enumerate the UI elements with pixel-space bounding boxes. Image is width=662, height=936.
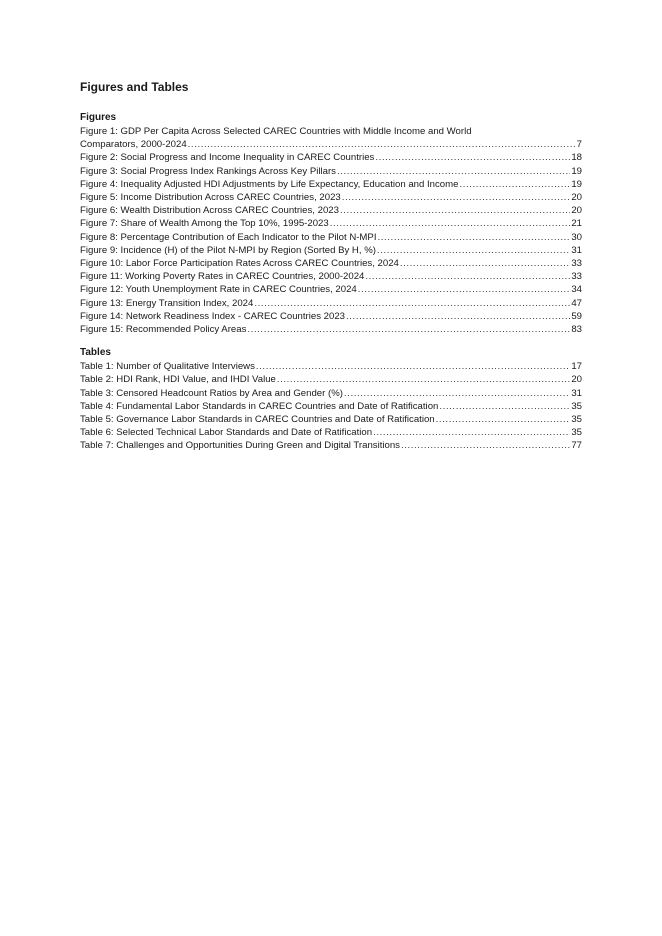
figure-entry[interactable] <box>80 323 582 336</box>
table-entry[interactable] <box>80 413 582 426</box>
figures-list <box>80 151 582 336</box>
toc-entry-page: 59 <box>571 310 582 322</box>
dot-leader <box>378 231 571 244</box>
toc-entry-title-line1: Figure 1: GDP Per Capita Across Selected CAREC Countries with Middle Income and World <box>80 126 472 137</box>
figure-entry[interactable] <box>80 257 582 270</box>
table-entry[interactable] <box>80 387 582 400</box>
toc-entry-page: 33 <box>571 258 582 270</box>
toc-entry-title-line2: Comparators, 2000-2024 <box>80 139 187 151</box>
toc-entry-title: Table 2: HDI Rank, HDI Value, and IHDI Value <box>80 374 276 386</box>
dot-leader <box>358 283 571 296</box>
toc-entry-title: Table 7: Challenges and Opportunities During Green and Digital Transitions <box>80 440 400 452</box>
dot-leader <box>436 413 571 426</box>
toc-entry-title: Figure 2: Social Progress and Income Inequality in CAREC Countries <box>80 152 375 164</box>
list-of-figures-and-tables <box>80 80 582 453</box>
toc-entry-title: Table 6: Selected Technical Labor Standards and Date of Ratification <box>80 427 373 439</box>
figures-heading: Figures <box>80 112 117 123</box>
page-title: Figures and Tables <box>80 80 189 94</box>
toc-entry-title: Figure 9: Incidence (H) of the Pilot N-MPI by Region (Sorted By H, %) <box>80 244 376 256</box>
figure-entry[interactable] <box>80 270 582 283</box>
table-entry[interactable] <box>80 426 582 439</box>
dot-leader <box>459 178 570 191</box>
figure-entry[interactable] <box>80 178 582 191</box>
dot-leader <box>330 217 571 230</box>
figure-entry[interactable] <box>80 297 582 310</box>
toc-entry-page: 19 <box>571 178 582 190</box>
dot-leader <box>247 323 570 336</box>
figure-entry[interactable] <box>80 244 582 257</box>
toc-entry-page: 33 <box>571 271 582 283</box>
figure-entry[interactable] <box>80 151 582 164</box>
toc-entry-page: 31 <box>571 387 582 399</box>
figure-entry[interactable] <box>80 283 582 296</box>
toc-entry-page: 17 <box>571 361 582 373</box>
toc-entry-page: 35 <box>571 427 582 439</box>
toc-entry-page: 77 <box>571 440 582 452</box>
toc-entry-page: 18 <box>571 152 582 164</box>
figure-entry[interactable] <box>80 204 582 217</box>
table-entry[interactable] <box>80 439 582 452</box>
dot-leader <box>365 270 570 283</box>
toc-entry-title: Table 1: Number of Qualitative Interviews <box>80 361 255 373</box>
toc-entry-page: 47 <box>571 297 582 309</box>
figure-entry[interactable] <box>80 231 582 244</box>
toc-entry-title: Figure 13: Energy Transition Index, 2024 <box>80 297 254 309</box>
table-entry[interactable] <box>80 400 582 413</box>
figures-section <box>80 112 582 336</box>
tables-heading: Tables <box>80 347 111 359</box>
toc-entry-title: Figure 6: Wealth Distribution Across CAREC Countries, 2023 <box>80 205 339 217</box>
dot-leader <box>346 310 570 323</box>
table-entry[interactable] <box>80 360 582 373</box>
figure-entry[interactable] <box>80 217 582 230</box>
dot-leader <box>256 360 570 373</box>
dot-leader <box>188 138 576 151</box>
toc-entry-title: Figure 7: Share of Wealth Among the Top 10%, 1995-2023 <box>80 218 329 230</box>
toc-entry-title: Figure 5: Income Distribution Across CAREC Countries, 2023 <box>80 192 341 204</box>
dot-leader <box>277 373 570 386</box>
toc-entry-page: 7 <box>576 139 582 151</box>
dot-leader <box>375 151 570 164</box>
toc-entry-title: Table 3: Censored Headcount Ratios by Area and Gender (%) <box>80 387 343 399</box>
dot-leader <box>344 387 570 400</box>
toc-entry-page: 21 <box>571 218 582 230</box>
dot-leader <box>340 204 570 217</box>
toc-entry-page: 35 <box>571 400 582 412</box>
toc-entry-figure-1[interactable] <box>80 125 582 151</box>
toc-entry-page: 34 <box>571 284 582 296</box>
toc-entry-page: 83 <box>571 324 582 336</box>
toc-entry-title: Table 5: Governance Labor Standards in CAREC Countries and Date of Ratification <box>80 414 435 426</box>
toc-entry-title: Figure 11: Working Poverty Rates in CAREC Countries, 2000-2024 <box>80 271 365 283</box>
toc-entry-page: 30 <box>571 231 582 243</box>
dot-leader <box>254 297 570 310</box>
dot-leader <box>400 257 570 270</box>
dot-leader <box>377 244 570 257</box>
toc-entry-page: 20 <box>571 192 582 204</box>
dot-leader <box>439 400 570 413</box>
dot-leader <box>342 191 571 204</box>
figure-entry[interactable] <box>80 165 582 178</box>
toc-entry-title: Figure 14: Network Readiness Index - CAREC Countries 2023 <box>80 310 346 322</box>
dot-leader <box>337 165 570 178</box>
toc-entry-page: 31 <box>571 244 582 256</box>
toc-entry-title: Figure 3: Social Progress Index Rankings Across Key Pillars <box>80 165 336 177</box>
dot-leader <box>401 439 570 452</box>
dot-leader <box>373 426 570 439</box>
tables-section <box>80 347 582 452</box>
figure-entry[interactable] <box>80 191 582 204</box>
toc-entry-page: 19 <box>571 165 582 177</box>
table-entry[interactable] <box>80 373 582 386</box>
toc-entry-title: Figure 15: Recommended Policy Areas <box>80 324 247 336</box>
figure-entry[interactable] <box>80 310 582 323</box>
toc-entry-title: Table 4: Fundamental Labor Standards in CAREC Countries and Date of Ratification <box>80 400 439 412</box>
toc-entry-page: 20 <box>571 205 582 217</box>
toc-entry-page: 35 <box>571 414 582 426</box>
toc-entry-title: Figure 4: Inequality Adjusted HDI Adjustments by Life Expectancy, Education and Income <box>80 178 459 190</box>
toc-entry-title: Figure 10: Labor Force Participation Rates Across CAREC Countries, 2024 <box>80 258 399 270</box>
toc-entry-title: Figure 12: Youth Unemployment Rate in CAREC Countries, 2024 <box>80 284 357 296</box>
section-spacer <box>80 336 582 347</box>
toc-entry-title: Figure 8: Percentage Contribution of Each Indicator to the Pilot N-MPI <box>80 231 377 243</box>
tables-list <box>80 360 582 452</box>
toc-entry-page: 20 <box>571 374 582 386</box>
